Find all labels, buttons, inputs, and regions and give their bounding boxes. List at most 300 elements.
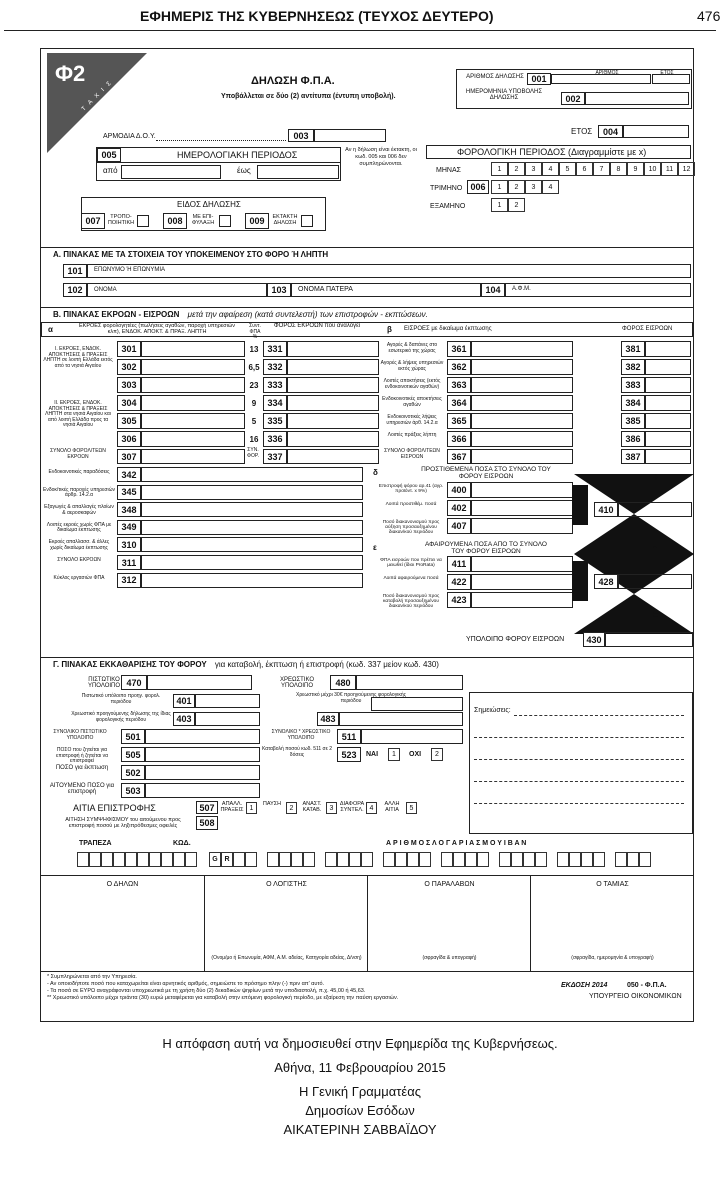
fiscal-label: ΦΟΡΟΛΟΓΙΚΗ ΠΕΡΙΟΔΟΣ (Διαγραμμίστε με x) [457, 147, 647, 157]
secC-title: Γ. ΠΙΝΑΚΑΣ ΕΚΚΑΘΑΡΙΣΗΣ ΤΟΥ ΦΟΡΟΥ [53, 660, 207, 669]
code-303: 303 [117, 377, 141, 393]
month-3[interactable]: 3 [525, 162, 542, 176]
code-430: 430 [583, 632, 605, 647]
note-2: - Αν οποιοδήποτε ποσό που καταχωρείται είναι αρνητικός αριθμός, σημειώστε το πρόσημο πλην (-) πριν απ' αυτό. [47, 981, 325, 987]
left-310-input[interactable] [141, 537, 363, 552]
iban-label: Α Ρ Ι Θ Μ Ο Σ Λ Ο Γ Α Ρ Ι Α Σ Μ Ο Υ I B A N [386, 840, 527, 847]
plus-sign: + [653, 472, 660, 484]
bank-cells-cell[interactable] [137, 852, 149, 867]
input-364-label: Ενδοκοινοτικές αποκτήσεις αγαθών [382, 396, 442, 408]
output-tax-331-input[interactable] [287, 341, 379, 357]
input-366-input[interactable] [471, 431, 573, 447]
signature-box-2[interactable] [204, 875, 368, 971]
rate-301: 13 [249, 344, 259, 354]
code-306: 306 [117, 431, 141, 447]
left-345-input[interactable] [141, 485, 363, 500]
alpha-label: α [48, 325, 53, 334]
semester-2[interactable]: 2 [508, 198, 525, 212]
code-101: 101 [63, 264, 87, 278]
inputs-col-label: ΕΙΣΡΟΕΣ με δικαίωμα έκπτωσης [404, 326, 492, 332]
bank-cells-cell[interactable] [113, 852, 125, 867]
iban-g2-cell[interactable] [279, 852, 291, 867]
input-366-label: Λοιπές πράξεις λήπτη [387, 432, 437, 438]
father-name-label: ΟΝΟΜΑ ΠΑΤΕΡΑ [298, 286, 353, 293]
left-348-label: Εξαγωγές & απαλλαγές πλοίων & αεροσκαφών [44, 504, 114, 516]
subtracted-411-label: ΦΠΑ εισροών που πρέπει να μειωθεί (ίδιοι ProRata) [380, 558, 442, 568]
sum-bar-sub [572, 561, 588, 601]
reason-1-label: ΑΠΑΛΛ. ΠΡΑΞΕΙΣ [220, 801, 244, 813]
equals-sign: = [653, 609, 660, 621]
code-381: 381 [621, 341, 645, 357]
notes-line [474, 759, 684, 760]
secB-subtitle: μετά την αφαίρεση (κατά συντελεστή) των επιστροφών - εκπτώσεων. [187, 310, 428, 319]
input-503[interactable] [145, 783, 260, 798]
afm-label: Α.Φ.Μ. [512, 286, 531, 292]
group-I-label: Ι. ΕΚΡΟΕΣ, ΕΝΔΟΚ. ΑΠΟΚΤΗΣΕΙΣ & ΠΡΑΞΕΙΣ ΛΗΠΤΗ σε λοιπή Ελλάδα εκτός από τα νησιά Αιγαίου [43, 346, 113, 369]
etos-input[interactable] [623, 125, 689, 138]
left-342-label: Ενδοκοινοτικές παραδόσεις [48, 469, 110, 475]
type-008-checkbox[interactable] [219, 215, 231, 227]
iban-g8-cell[interactable] [639, 852, 651, 867]
arithmos-label: ΑΡΙΘΜΟΣ ΔΗΛΩΣΗΣ [466, 74, 524, 80]
output-tax-334-input[interactable] [287, 395, 379, 411]
secC-title-row [53, 660, 439, 669]
iban-g1-cell[interactable] [245, 852, 257, 867]
bank-code-cells-cell[interactable] [185, 852, 197, 867]
code-349: 349 [117, 520, 141, 535]
logo-text: Φ2 [55, 61, 86, 86]
left-310-label: Εκροές απαλλασσ. & άλλες χωρίς δικαίωμα έκπτωσης [48, 539, 110, 551]
iban-g1-cell[interactable]: R [221, 852, 233, 867]
reason-label: ΑΙΤΙΑ ΕΠΙΣΤΡΟΦΗΣ [73, 803, 156, 813]
iban-g6-cell[interactable] [523, 852, 535, 867]
left-311-input[interactable] [141, 555, 363, 570]
code-004: 004 [598, 125, 623, 138]
input-tax-381-input[interactable] [645, 341, 691, 357]
code-410: 410 [594, 502, 618, 517]
rate-306: 16 [249, 434, 259, 444]
month-label: ΜΗΝΑΣ [436, 167, 461, 174]
iban-g4-cell[interactable] [419, 852, 431, 867]
code-363: 363 [447, 377, 471, 393]
semester-label: ΕΞΑΜΗΝΟ [430, 203, 466, 210]
iban-g6-cell[interactable] [535, 852, 547, 867]
code-505: 505 [121, 747, 145, 762]
bank-cells-cell[interactable] [101, 852, 113, 867]
iban-g4-cell[interactable] [407, 852, 419, 867]
code-104: 104 [481, 283, 505, 297]
name-input[interactable] [87, 283, 267, 297]
input-tax-385-input[interactable] [645, 413, 691, 429]
add-total-input[interactable] [618, 502, 692, 517]
input-363-label: Λοιπές αποκτήσεις (εκτός ενδοκοινοτικών αγαθών) [383, 378, 441, 390]
output-305-input[interactable] [141, 413, 245, 429]
code-301: 301 [117, 341, 141, 357]
code-423: 423 [447, 592, 471, 608]
output-tax-col-label: ΦΟΡΟΣ ΕΚΡΟΩΝ που αναλογεί [273, 323, 361, 329]
doy-input[interactable] [314, 129, 386, 142]
to-input[interactable] [257, 165, 339, 179]
left-342-input[interactable] [141, 467, 363, 482]
code-428: 428 [594, 574, 618, 589]
code-332: 332 [263, 359, 287, 375]
month-7[interactable]: 7 [593, 162, 610, 176]
code-403: 403 [173, 712, 195, 726]
reason-2-option[interactable]: 2 [286, 802, 297, 814]
label-505: ΠΟΣΟ που ζητείται για επιστροφή ή ζητείται να επιστραφεί [56, 747, 108, 764]
signature-box-4[interactable] [530, 875, 694, 971]
code-382: 382 [621, 359, 645, 375]
code-367: 367 [447, 449, 471, 464]
output-tax-333-input[interactable] [287, 377, 379, 393]
iban-g6-cell[interactable] [499, 852, 511, 867]
page-number: 476 [697, 8, 720, 24]
code-411: 411 [447, 556, 471, 572]
left-312-label: Κύκλος εργασιών ΦΠΑ [53, 574, 105, 581]
code-402: 402 [447, 500, 471, 516]
from-label: από [103, 166, 118, 175]
iban-g5-cell[interactable] [477, 852, 489, 867]
output-306-input[interactable] [141, 431, 245, 447]
input-483a[interactable] [371, 697, 463, 711]
subtracted-422-input[interactable] [471, 574, 573, 590]
input-483[interactable] [339, 712, 463, 726]
code-006: 006 [467, 180, 489, 194]
signature-box-1[interactable] [41, 875, 204, 971]
code-401: 401 [173, 694, 195, 708]
father-name-input[interactable] [291, 283, 481, 297]
label-501: ΣΥΝΟΛΙΚΟ ΠΙΣΤΩΤΙΚΟ ΥΠΟΛΟΙΠΟ [53, 729, 107, 741]
ministry: ΥΠΟΥΡΓΕΙΟ ΟΙΚΟΝΟΜΙΚΩΝ [589, 993, 682, 1000]
type-009-checkbox[interactable] [301, 215, 313, 227]
fiscal-header [426, 145, 691, 159]
month-4[interactable]: 4 [542, 162, 559, 176]
code-523: 523 [337, 747, 361, 762]
label-401: Πιστωτικό υπόλοιπο προηγ. φορολ. περιόδου [81, 693, 161, 705]
code-009: 009 [245, 213, 269, 229]
code-503: 503 [121, 783, 145, 798]
reason-2-label: ΠΑΥΣΗ [262, 801, 282, 807]
code-345: 345 [117, 485, 141, 500]
form-title: ΔΗΛΩΣΗ Φ.Π.Α. [251, 75, 335, 87]
secC-subtitle: για καταβολή, έκπτωση ή επιστροφή (κωδ. 337 μείον κωδ. 430) [214, 660, 439, 669]
input-501[interactable] [145, 729, 260, 744]
secB-rule [41, 307, 693, 308]
iban-g6-cell[interactable] [511, 852, 523, 867]
trimester-4[interactable]: 4 [542, 180, 559, 194]
group-II-label: ΙΙ. ΕΚΡΟΕΣ, ΕΝΔΟΚ. ΑΠΟΚΤΗΣΕΙΣ & ΠΡΑΞΕΙΣ ΛΗΠΤΗ στα νησιά Αιγαίου και από λοιπή Ελλάδα προς τα νησιά Αιγαίου [45, 400, 111, 428]
iban-g2-cell[interactable] [303, 852, 315, 867]
sum-in-input[interactable] [471, 449, 573, 464]
closing-date: Αθήνα, 11 Φεβρουαρίου 2015 [274, 1060, 446, 1075]
iban-g8-cell[interactable] [627, 852, 639, 867]
subtracted-422-label: Λοιπά αφαιρούμενα ποσά [383, 576, 439, 581]
code-384: 384 [621, 395, 645, 411]
bank-cells-cell[interactable] [125, 852, 137, 867]
code-502: 502 [121, 765, 145, 780]
signature-title-4: Ο ΤΑΜΙΑΣ [596, 881, 629, 888]
signature-title-1: Ο ΔΗΛΩΝ [106, 881, 139, 888]
period-label: ΗΜΕΡΟΛΟΓΙΑΚΗ ΠΕΡΙΟΔΟΣ [177, 150, 298, 160]
left-312-input[interactable] [141, 573, 363, 588]
iban-g2-cell[interactable] [291, 852, 303, 867]
code-387: 387 [621, 449, 645, 464]
header-title: ΕΦΗΜΕΡΙΣ ΤΗΣ ΚΥΒΕΡΝΗΣΕΩΣ (ΤΕΥΧΟΣ ΔΕΥΤΕΡΟ) [140, 8, 494, 24]
code-511: 511 [337, 729, 361, 744]
bank-cells-cell[interactable] [89, 852, 101, 867]
code-001: 001 [527, 73, 551, 85]
trimester-2[interactable]: 2 [508, 180, 525, 194]
input-363-input[interactable] [471, 377, 573, 393]
label-511: ΣΥΝΟΛΙΚΟ * ΧΡΕΩΣΤΙΚΟ ΥΠΟΛΟΙΠΟ [271, 729, 331, 741]
reason-5-option[interactable]: 5 [406, 802, 417, 814]
sub-total-input[interactable] [618, 574, 692, 589]
arithmos-small: ΑΡΙΘΜΟΣ [595, 70, 619, 76]
added-402-label: Λοιπά προστιθέμ. ποσά [385, 502, 437, 507]
sub-title: ΑΦΑΙΡΟΥΜΕΝΑ ΠΟΣΑ ΑΠΟ ΤΟ ΣΥΝΟΛΟ ΤΟΥ ΦΟΡΟΥ ΕΙΣΡΟΩΝ [425, 541, 547, 555]
reason-1-option[interactable]: 1 [246, 802, 257, 814]
iban-g3-cell[interactable] [361, 852, 373, 867]
sum-out-tax-input[interactable] [287, 449, 379, 464]
signature-title-3: Ο ΠΑΡΑΛΑΒΩΝ [424, 881, 475, 888]
etos-small: ΕΤΟΣ [660, 70, 674, 76]
code-305: 305 [117, 413, 141, 429]
surname-label: ΕΠΩΝΥΜΟ Ή ΕΠΩΝΥΜΙΑ [94, 267, 166, 273]
hmer-label: ΗΜΕΡΟΜΗΝΙΑ ΥΠΟΒΟΛΗΣ ΔΗΛΩΣΗΣ [465, 89, 543, 101]
month-6[interactable]: 6 [576, 162, 593, 176]
code-007: 007 [81, 213, 105, 229]
label-508: ΑΙΤΗΣΗ ΣΥΜΨΗΦΙΣΜΟΥ του αιτούμενου προς επιστροφή ποσού με ληξιπρόθεσμες οφειλές [65, 817, 181, 829]
date-input[interactable] [585, 92, 689, 105]
label-403: Χρεωστικό προηγούμενης δήλωσης της ίδιας φορολογικής περιόδου [71, 711, 171, 723]
iban-g1-cell[interactable] [233, 852, 245, 867]
month-2[interactable]: 2 [508, 162, 525, 176]
month-8[interactable]: 8 [610, 162, 627, 176]
note-4: ** Χρεωστικό υπόλοιπο μέχρι τριάντα (30) ευρώ μεταφέρεται για καταβολή στην επόμενη φορολογική περίοδο, με εξαίρεση την παύση εργασιών. [47, 995, 399, 1001]
bank-code-cells-cell[interactable] [149, 852, 161, 867]
input-364-input[interactable] [471, 395, 573, 411]
code-386: 386 [621, 431, 645, 447]
iban-g1-cell[interactable]: G [209, 852, 221, 867]
calendar-period [96, 147, 341, 181]
trimester-1[interactable]: 1 [491, 180, 508, 194]
input-tax-382-input[interactable] [645, 359, 691, 375]
credit-input[interactable] [147, 675, 252, 690]
iban-g8-cell[interactable] [615, 852, 627, 867]
beta-label: β [387, 325, 392, 334]
month-1[interactable]: 1 [491, 162, 508, 176]
added-400-input[interactable] [471, 482, 573, 498]
yes-label: ΝΑΙ [366, 751, 379, 758]
reason-3-label: ΑΝΑΣΤ. ΚΑΤΑΒ. [302, 801, 322, 813]
added-402-input[interactable] [471, 500, 573, 516]
added-407-input[interactable] [471, 518, 573, 534]
notes-line [474, 803, 684, 804]
subtracted-423-input[interactable] [471, 592, 573, 608]
page-header [0, 0, 720, 30]
notes-line [474, 781, 684, 782]
subtracted-423-label: Ποσό διακανονισμού προς καταβολή προσαυξημένου διακαν/κού περιόδου [382, 594, 440, 609]
minus-sign: - [653, 541, 657, 553]
notes-line [474, 737, 684, 738]
iban-g2-cell[interactable] [267, 852, 279, 867]
code-480: 480 [330, 675, 356, 690]
input-tax-383-input[interactable] [645, 377, 691, 393]
month-12[interactable]: 12 [678, 162, 695, 176]
type-009-label: ΕΚΤΑΚΤΗ ΔΗΛΩΣΗ [272, 214, 298, 226]
iban-g7-cell[interactable] [569, 852, 581, 867]
bank-code-cells-cell[interactable] [173, 852, 185, 867]
period-note: Αν η δήλωση είναι έκτακτη, οι κωδ. 005 και 006 δεν συμπληρώνονται. [345, 147, 417, 167]
code-311: 311 [117, 555, 141, 570]
arithmos-input[interactable] [551, 74, 651, 84]
code-103: 103 [267, 283, 291, 297]
label-503: ΑΙΤΟΥΜΕΝΟ ΠΟΣΟ για επιστροφή [49, 783, 115, 795]
added-400-label: Επιστροφή φόρου αρ.41 (αγρ. προϊόντ. x 9%) [378, 484, 444, 494]
left-348-input[interactable] [141, 502, 363, 517]
iban-g7-cell[interactable] [557, 852, 569, 867]
iban-g3-cell[interactable] [325, 852, 337, 867]
subtracted-411-input[interactable] [471, 556, 573, 572]
input-365-label: Ενδοκοινοτικές λήψεις υπηρεσιών άρθ. 14.2.α [386, 414, 438, 426]
semester-1[interactable]: 1 [491, 198, 508, 212]
left-349-input[interactable] [141, 520, 363, 535]
type-008-label: ΜΕ ΕΠΙ-ΦΥΛΑΞΗ [191, 214, 215, 226]
code-336: 336 [263, 431, 287, 447]
logo-side-text: Τ Α Χ Ι Σ [80, 79, 115, 113]
input-361-input[interactable] [471, 341, 573, 357]
code-407: 407 [447, 518, 471, 534]
month-11[interactable]: 11 [661, 162, 678, 176]
signature-hint-3: (σφραγίδα & υπογραφή) [422, 955, 477, 961]
reason-4-label: ΔΙΑΦΟΡΑ ΣΥΝΤΕΛ. [339, 801, 365, 813]
secA-rule [41, 247, 693, 248]
iban-g7-cell[interactable] [593, 852, 605, 867]
bank-cells-cell[interactable] [77, 852, 89, 867]
output-tax-332-input[interactable] [287, 359, 379, 375]
output-303-input[interactable] [141, 377, 245, 393]
notes-box[interactable] [469, 692, 693, 834]
form-notes [47, 974, 527, 1002]
note-3: - Τα ποσά σε ΕΥΡΩ αναγράφονται υποχρεωτικά με τη χρήση δύο (2) δεκαδικών ψηφίων μετά την υποδιαστολή, π.χ. 45,00 ή 45,63. [47, 988, 366, 994]
code-008: 008 [163, 213, 187, 229]
added-407-label: Ποσό διακανονισμού προς αύξηση προσαυξημένου διακαν/κού περιόδου [382, 520, 440, 535]
input-401[interactable] [195, 694, 260, 708]
code-362: 362 [447, 359, 471, 375]
yes-option[interactable]: 1 [388, 748, 400, 761]
debit-input[interactable] [356, 675, 463, 690]
iban-g4-cell[interactable] [383, 852, 395, 867]
to-label: έως [237, 166, 251, 175]
closing [0, 1034, 720, 1139]
iban-g5-cell[interactable] [453, 852, 465, 867]
iban-g5-cell[interactable] [465, 852, 477, 867]
code-422: 422 [447, 574, 471, 590]
period-divider [97, 162, 340, 163]
reason-4-option[interactable]: 4 [366, 802, 377, 814]
iban-g3-cell[interactable] [337, 852, 349, 867]
delta-label: δ [373, 468, 378, 477]
label-523: Καταβολή ποσού κωδ. 511 σε 2 δόσεις [261, 746, 333, 758]
closing-dept: Δημοσίων Εσόδων [305, 1103, 415, 1118]
sum-arrows-icon [574, 474, 694, 634]
code-400: 400 [447, 482, 471, 498]
month-9[interactable]: 9 [627, 162, 644, 176]
input-tax-384-input[interactable] [645, 395, 691, 411]
iban-g5-cell[interactable] [441, 852, 453, 867]
foot-rule [41, 971, 693, 972]
label-483: Χρεωστικό μέχρι 30€ προηγούμενης φορολογικής περιόδου [295, 692, 407, 704]
input-tax-386-input[interactable] [645, 431, 691, 447]
iban-g4-cell[interactable] [395, 852, 407, 867]
reason-3-option[interactable]: 3 [326, 802, 337, 814]
sum-out-label: ΣΥΝΟΛΟ ΦΟΡΟΛ/ΤΕΩΝ ΕΚΡΟΩΝ [50, 448, 106, 460]
sum-in-tax-input[interactable] [645, 449, 691, 464]
left-349-label: Λοιπές εκροές χωρίς ΦΠΑ με δικαίωμα έκπτωσης [46, 521, 112, 534]
type-007-checkbox[interactable] [137, 215, 149, 227]
bank-code-label: ΚΩΔ. [173, 840, 191, 847]
form-code: 050 - Φ.Π.Α. [627, 982, 667, 989]
input-362-input[interactable] [471, 359, 573, 375]
vat-form [40, 48, 694, 1022]
iban-g3-cell[interactable] [349, 852, 361, 867]
res-input[interactable] [605, 632, 693, 647]
output-302-input[interactable] [141, 359, 245, 375]
from-input[interactable] [121, 165, 221, 179]
output-301-input[interactable] [141, 341, 245, 357]
input-361-label: Αγορές & δαπάνες στο εσωτερικό της χώρας [386, 342, 438, 354]
code-307: 307 [117, 449, 141, 464]
bank-label: ΤΡΑΠΕΖΑ [79, 840, 112, 847]
no-option[interactable]: 2 [431, 748, 443, 761]
doy-line[interactable] [156, 140, 286, 141]
input-365-input[interactable] [471, 413, 573, 429]
sum-out-input[interactable] [141, 449, 245, 464]
rate-304: 9 [251, 398, 257, 408]
type-007-label: ΤΡΟΠΟ-ΠΟΙΗΤΙΚΗ [107, 214, 135, 226]
bank-code-cells-cell[interactable] [161, 852, 173, 867]
code-366: 366 [447, 431, 471, 447]
trimester-3[interactable]: 3 [525, 180, 542, 194]
code-334: 334 [263, 395, 287, 411]
afm-input[interactable] [505, 283, 691, 297]
type-label: ΕΙΔΟΣ ΔΗΛΩΣΗΣ [177, 200, 241, 209]
secB-title: Β. ΠΙΝΑΚΑΣ ΕΚΡΟΩΝ - ΕΙΣΡΟΩΝ [53, 310, 180, 319]
input-511[interactable] [361, 729, 463, 744]
code-312: 312 [117, 573, 141, 588]
month-10[interactable]: 10 [644, 162, 661, 176]
code-102: 102 [63, 283, 87, 297]
trimester-label: ΤΡΙΜΗΝΟ [430, 185, 463, 192]
etos-input[interactable] [652, 74, 690, 84]
input-502[interactable] [145, 765, 260, 780]
signature-box-3[interactable] [367, 875, 531, 971]
iban-g7-cell[interactable] [581, 852, 593, 867]
output-tax-335-input[interactable] [287, 413, 379, 429]
output-tax-336-input[interactable] [287, 431, 379, 447]
form-subtitle: Υποβάλλεται σε δύο (2) αντίτυπα (έντυπη υποβολή). [221, 93, 396, 100]
input-403[interactable] [195, 712, 260, 726]
secA-title: Α. ΠΙΝΑΚΑΣ ΜΕ ΤΑ ΣΤΟΙΧΕΙΑ ΤΟΥ ΥΠΟΚΕΙΜΕΝΟΥ ΣΤΟ ΦΟΡΟ Ή ΛΗΠΤΗ [53, 250, 329, 259]
reason-5-label: ΑΛΛΗ ΑΙΤΙΑ [384, 801, 400, 813]
surname-input[interactable] [87, 264, 691, 278]
sum-in-label: ΣΥΝΟΛΟ ΦΟΡΟΛ/ΤΕΩΝ ΕΙΣΡΟΩΝ [384, 448, 440, 460]
month-5[interactable]: 5 [559, 162, 576, 176]
no-label: ΟΧΙ [409, 751, 422, 758]
code-302: 302 [117, 359, 141, 375]
output-304-input[interactable] [141, 395, 245, 411]
input-505[interactable] [145, 747, 260, 762]
